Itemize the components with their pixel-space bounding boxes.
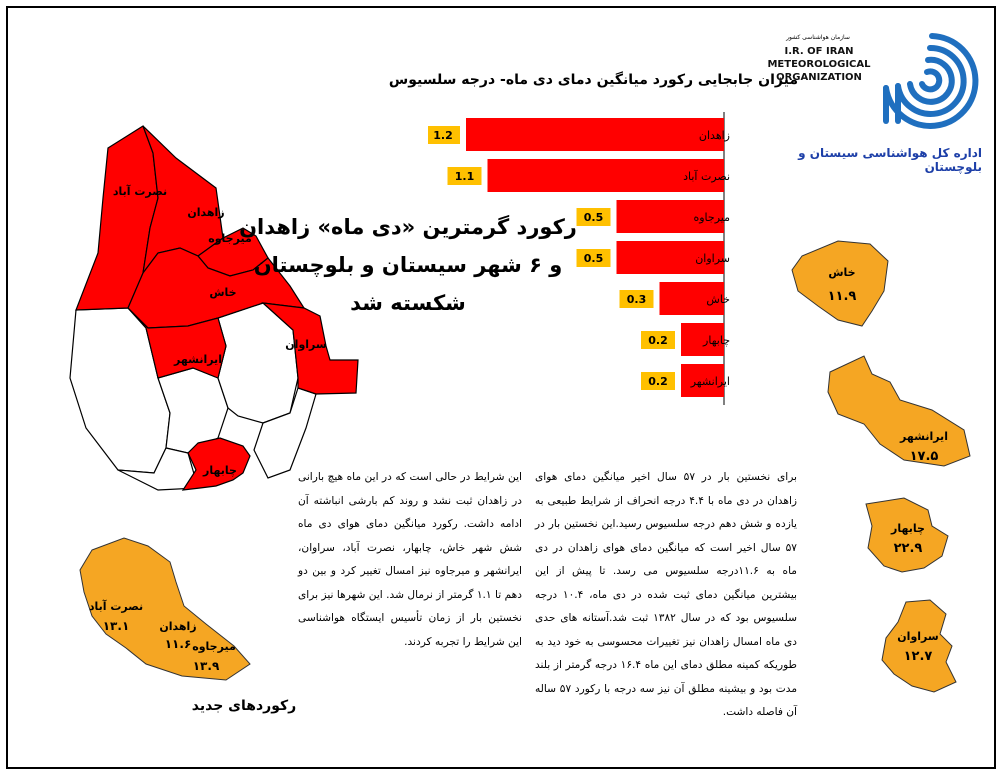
headline: رکورد گرمترین «دی ماه» زاهدان و ۶ شهر سیستان و بلوچستان شکسته شد [239, 215, 577, 315]
record-mirjaveh-value: ۱۳.۹ [192, 659, 220, 673]
category-label: چابهار [703, 334, 730, 347]
record-iranshahr-value: ۱۷.۵ [909, 449, 939, 464]
category-label: زاهدان [698, 129, 730, 142]
map-label-zahedan: زاهدان [187, 206, 225, 219]
record-map-khash-shape [792, 241, 888, 326]
map-label-chabahar: چابهار [203, 464, 237, 477]
category-label: میرجاوه [693, 211, 730, 224]
data-label: 0.2 [648, 375, 668, 388]
body-text-right: برای نخستین بار در ۵۷ سال اخیر میانگین دمای هوای زاهدان در دی ماه با ۴.۴ درجه انحراف از شرایط طبیعی به یازده و شش دهم درجه سلسیوس رسید.این نخستین بار در ۵۷ سال اخیر است که میانگین دمای هوای زاهدان در دی ماه به ۱۱.۶درجه سلسیوس می رسد. تا پیش از این بیشترین میانگین دمای ثبت شده در دی ماه، ۱۰.۴ درجه سلسیوس بود که در سال ۱۳۸۲ ثبت شد.آستانه های حدی دی ماه امسال زاهدان نیز تغییرات محسوسی به خود دید به طوریکه کمینه مطلق دمای این ماه ۱۶.۴ درجه گرمتر از بلند مدت بود و بیشینه مطلق آن نیز سه درجه با رکورد ۵۷ ساله آن فاصله داشت. [535, 471, 797, 718]
record-nosratabad-name: نصرت آباد [88, 600, 144, 613]
record-chabahar-value: ۲۲.۹ [893, 541, 923, 556]
infographic-frame [6, 6, 996, 769]
record-zahedan-value: ۱۱.۶ [164, 637, 192, 651]
record-iranshahr-name: ایرانشهر [900, 430, 948, 443]
bar [466, 118, 724, 151]
org-name-en-line-1: I.R. OF IRAN [784, 46, 854, 57]
record-zahedan-name: زاهدان [159, 620, 197, 633]
new-records-label: رکوردهای جدید [191, 698, 297, 714]
map-label-mirjaveh: میرجاوه [208, 232, 252, 245]
data-label: 0.5 [583, 211, 604, 224]
map-label-iranshahr: ایرانشهر [174, 353, 222, 366]
body-text-left: این شرایط در حالی است که در این ماه هیچ بارانی در زاهدان ثبت نشد و روند کم بارشی انباشته آن ادامه داشت. رکورد میانگین دمای هوای دی ماه شش شهر خاش، چابهار، نصرت آباد، سراوان، ایرانشهر و میرجاوه نیز امسال تغییر کرد و بین دو دهم تا ۱.۱ گرمتر از نرمال شد. این شهرها نیز برای نخستین بار از زمان تأسیس ایستگاه هواشناسی این شرایط را تجربه کردند. [298, 471, 522, 648]
record-map-north [66, 536, 266, 686]
record-map-iranshahr [824, 352, 974, 472]
chart-title: میزان جابجایی رکورد میانگین دمای دی ماه- درجه سلسیوس [388, 72, 798, 88]
data-label: 1.1 [454, 170, 475, 183]
record-khash-name: خاش [828, 266, 856, 279]
record-chabahar-name: چابهار [891, 522, 925, 535]
record-map-chabahar-shape [866, 498, 948, 572]
record-mirjaveh-name: میرجاوه [192, 640, 236, 653]
data-label: 0.2 [648, 334, 668, 347]
map-label-saravan: سراوان [285, 338, 327, 351]
record-map-iranshahr-shape [828, 356, 970, 466]
org-name-fa: سازمان هواشناسی کشور [786, 34, 850, 41]
bar-chart [428, 112, 798, 412]
data-label: 1.2 [433, 129, 453, 142]
record-saravan-name: سراوان [897, 630, 939, 643]
category-label: خاش [706, 293, 730, 306]
record-khash-value: ۱۱.۹ [827, 289, 857, 304]
record-map-saravan-shape [882, 600, 956, 692]
data-label: 0.3 [626, 293, 647, 306]
record-nosratabad-value: ۱۳.۱ [102, 619, 130, 633]
category-label: نصرت آباد [683, 170, 730, 183]
map-label-khash: خاش [209, 286, 237, 299]
record-map-khash [788, 236, 898, 328]
record-map-saravan [876, 598, 966, 694]
record-saravan-value: ۱۲.۷ [903, 649, 933, 664]
data-label: 0.5 [583, 252, 604, 265]
org-name-en-line-2: METEOROLOGICAL [767, 59, 871, 70]
regional-office-name: اداره کل هواشناسی سیستان و بلوچستان [798, 146, 982, 174]
record-map-chabahar [862, 496, 952, 576]
org-name-en-line-3: ORGANIZATION [776, 72, 862, 83]
map-label-nosratabad: نصرت آباد [112, 185, 168, 198]
category-label: ایرانشهر [690, 375, 730, 388]
meteorological-organization-logo [872, 26, 982, 136]
category-label: سراوان [695, 252, 730, 265]
